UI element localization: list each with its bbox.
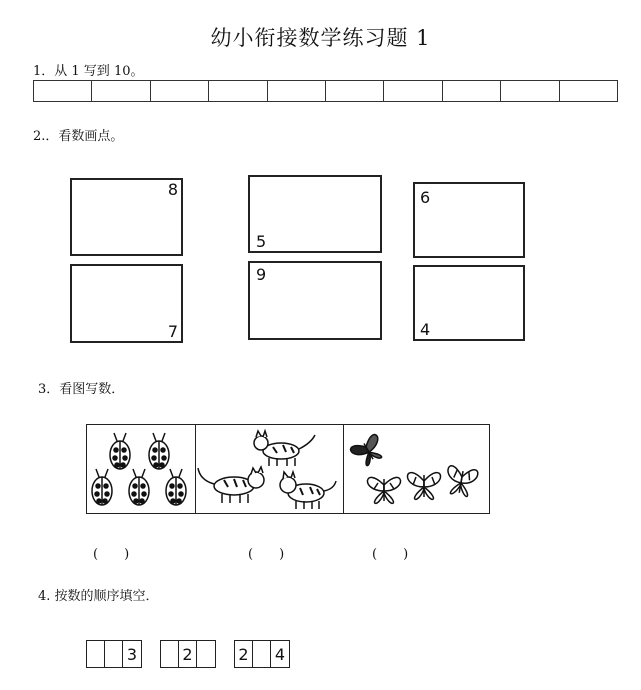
grid-cell[interactable] xyxy=(443,81,501,101)
answer-blank[interactable]: ( ) xyxy=(372,547,409,562)
sequence-group xyxy=(86,640,142,668)
sequence-cell: 3 xyxy=(126,645,138,664)
grid-cell[interactable] xyxy=(501,81,559,101)
butterfly-icons xyxy=(344,425,487,512)
ladybug-icons xyxy=(87,425,194,512)
dot-box[interactable] xyxy=(70,178,183,256)
dot-box[interactable] xyxy=(248,261,382,340)
grid-cell[interactable] xyxy=(560,81,617,101)
question-4-label: 4. 按数的顺序填空． xyxy=(38,589,159,604)
box-number: 5 xyxy=(256,232,267,251)
grid-cell[interactable] xyxy=(209,81,267,101)
box-number: 9 xyxy=(256,265,267,284)
sequence-cell[interactable] xyxy=(253,641,271,667)
butterfly-panel xyxy=(344,425,489,513)
question-3-label: 3．看图写数． xyxy=(38,382,125,397)
sequence-cell[interactable] xyxy=(197,641,215,667)
grid-cell[interactable] xyxy=(151,81,209,101)
sequence-cell: 2 xyxy=(179,641,197,667)
sequence-cell[interactable] xyxy=(161,641,179,667)
cat-icons xyxy=(196,425,342,512)
sequence-cell: 2 xyxy=(235,641,253,667)
grid-cell[interactable] xyxy=(384,81,442,101)
cat-panel xyxy=(196,425,344,513)
write-grid xyxy=(33,80,618,102)
ladybug-panel xyxy=(87,425,196,513)
box-number: 7 xyxy=(167,322,178,341)
picture-strip xyxy=(86,424,490,514)
sequence-cell: 4 xyxy=(274,645,286,664)
dot-box[interactable] xyxy=(70,264,183,343)
box-number: 6 xyxy=(420,188,431,207)
answer-blank[interactable]: ( ) xyxy=(93,547,130,562)
sequence-group xyxy=(234,640,290,668)
grid-cell[interactable] xyxy=(326,81,384,101)
dot-box[interactable] xyxy=(413,182,525,258)
answer-blank[interactable]: ( ) xyxy=(248,547,285,562)
sequence-group xyxy=(160,640,216,668)
box-number: 4 xyxy=(420,320,431,339)
question-1-label: 1．从 1 写到 10。 xyxy=(33,64,144,79)
grid-cell[interactable] xyxy=(92,81,150,101)
dot-box[interactable] xyxy=(248,175,382,253)
grid-cell[interactable] xyxy=(268,81,326,101)
question-2-label: 2.．看数画点。 xyxy=(33,129,124,144)
sequence-cell[interactable] xyxy=(87,641,105,667)
sequence-cell[interactable] xyxy=(105,641,123,667)
box-number: 8 xyxy=(167,180,178,199)
dot-box[interactable] xyxy=(413,265,525,341)
grid-cell[interactable] xyxy=(34,81,92,101)
page-title: 幼小衔接数学练习题 1 xyxy=(210,26,431,50)
